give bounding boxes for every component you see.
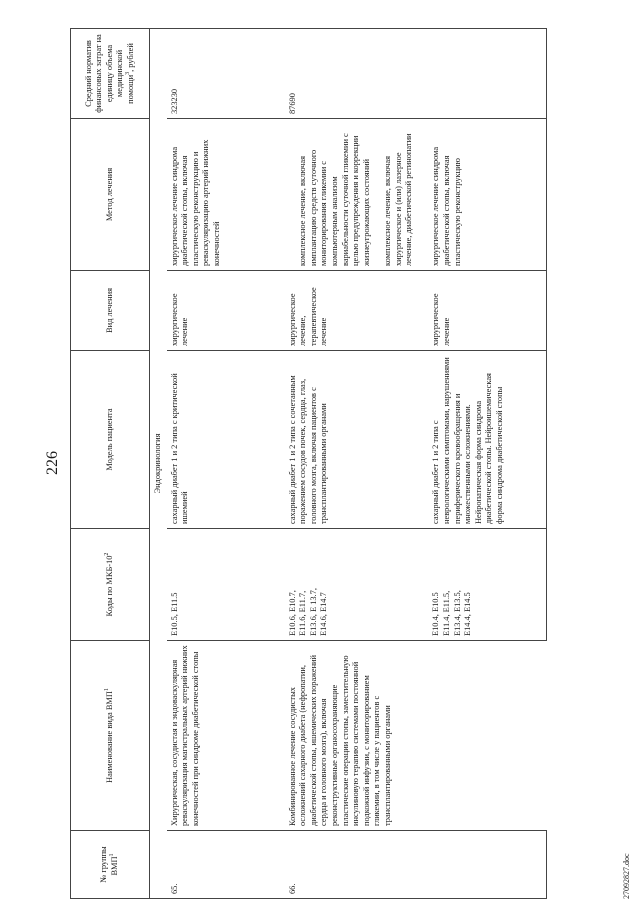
treatment-method-item: комплексное лечение, включая имплантацию средств суточного мониторирования гликемии с компьютерным анализом вариабельности суточной гликемии с целью предупреждения и коррекции жизнеугрожающих состояний xyxy=(298,133,371,266)
icd-codes: E10.4, E10.5 E11.4, E11.5, E13.4, E13.5, E14.4, E14.5 xyxy=(428,529,546,641)
treatment-method: хирургическое лечение синдрома диабетической стопы, включая пластическую реконструкцию и реваскуляризацию артерий нижних конечностей xyxy=(167,119,285,271)
treatment-method-item: комплексное лечение, включая хирургическое и (или) лазерное лечение, диабетической ретинопатии xyxy=(382,133,414,266)
patient-model: сахарный диабет 1 и 2 типа с сочетанным поражением сосудов почек, сердца, глаз, головного мозга, включая пациентов с трансплантированными органами xyxy=(285,351,429,529)
table-row xyxy=(285,29,429,899)
average-cost xyxy=(428,29,546,119)
header-vmp-name: Наименование вида ВМП$^1$ xyxy=(71,641,150,831)
icd-codes: E10.5, E11.5 xyxy=(167,529,285,641)
treatment-type: хирургическое лечение xyxy=(167,271,285,351)
header-group-number: № группы ВМП$^1$ xyxy=(71,831,150,899)
patient-model: сахарный диабет 1 и 2 типа с критической ишемией xyxy=(167,351,285,529)
treatment-method xyxy=(285,119,429,271)
vmp-name: Хирургическая, сосудистая и эндоваскулярная реваскуляризация магистральных артерий нижних конечностей при синдроме диабетической стопы xyxy=(167,641,285,831)
average-cost: 323230 xyxy=(167,29,285,119)
section-title: Эндокринология xyxy=(150,29,167,899)
vmp-name: Комбинированное лечение сосудистых осложнений сахарного диабета (нефропатии, диабетической стопы, ишемических поражений сердца и головного мозга), включая реконструктивные органосохраняющие пластические операции стопы, заместительную инсулиновую терапию системами постоянной подкожной инфузии, с мониторированием гликемии, в том числе у пациентов с трансплантированными органами xyxy=(285,641,547,831)
group-number: 65. xyxy=(167,831,285,899)
icd-codes: E10.6, E10.7, E11.6, E11.7, E13.6, E 13.7, E14.6, E14.7 xyxy=(285,529,429,641)
group-number xyxy=(428,831,546,899)
patient-model: сахарный диабет 1 и 2 типа с неврологическими симптомами, нарушениями периферического кровообращения и множественными осложнениями. Нейропатическая форма синдрома диабетической стопы. Нейроишемическая форма синдрома диабетической стопы xyxy=(428,351,546,529)
treatment-method: хирургическое лечение синдрома диабетической стопы, включая пластическую реконструкцию xyxy=(428,119,546,271)
group-number: 66. xyxy=(285,831,429,899)
page-number: 226 xyxy=(44,451,61,475)
header-icd-codes: Коды по МКБ-$10^2$ xyxy=(71,529,150,641)
header-treatment-method: Метод лечения xyxy=(71,119,150,271)
document-filename: 27092827.doc xyxy=(622,853,631,899)
section-row xyxy=(150,29,167,899)
treatment-type: хирургическое лечение xyxy=(428,271,546,351)
vmp-table xyxy=(70,28,547,899)
header-patient-model: Модель пациента xyxy=(71,351,150,529)
table-row xyxy=(167,29,285,899)
header-average-cost: Средний норматив финансовых затрат на единицу объема медицинской помощи$^3$, рублей xyxy=(71,29,150,119)
table-header-row xyxy=(71,29,150,899)
treatment-type: хирургическое лечение, терапевтическое лечение xyxy=(285,271,429,351)
average-cost: 87690 xyxy=(285,29,429,119)
header-treatment-type: Вид лечения xyxy=(71,271,150,351)
